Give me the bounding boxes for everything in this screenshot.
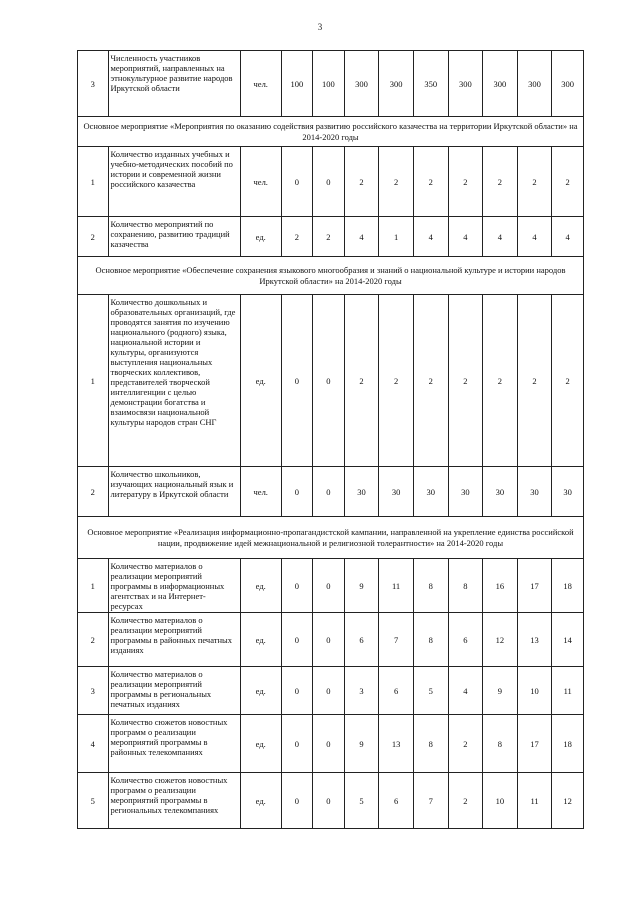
table-row xyxy=(78,217,584,257)
value-cell: 0 xyxy=(281,147,313,217)
value-cell: 8 xyxy=(448,559,483,613)
table-row xyxy=(78,295,584,467)
indicator-name-cell: Количество материалов о реализации мероприятий программы в информационных агентствах и на Интернет-ресурсах xyxy=(108,559,240,613)
value-cell: 2 xyxy=(313,217,345,257)
value-cell: 30 xyxy=(379,467,414,517)
section-title: Основное мероприятие «Обеспечение сохранения языкового многообразия и знаний о национальной культуре и истории народов Иркутской области» на 2014-2020 годы xyxy=(78,257,584,295)
unit-cell: ед. xyxy=(240,773,281,829)
indicator-name-cell: Количество изданных учебных и учебно-методических пособий по истории и современной жизни российского казачества xyxy=(108,147,240,217)
value-cell: 0 xyxy=(313,147,345,217)
unit-cell: ед. xyxy=(240,217,281,257)
indicator-name-cell: Количество сюжетов новостных программ о реализации мероприятий программы в региональных телекомпаниях xyxy=(108,773,240,829)
value-cell: 2 xyxy=(379,295,414,467)
value-cell: 18 xyxy=(552,715,584,773)
value-cell: 30 xyxy=(517,467,552,517)
value-cell: 350 xyxy=(413,51,448,117)
value-cell: 11 xyxy=(552,667,584,715)
value-cell: 8 xyxy=(483,715,518,773)
indicators-table xyxy=(77,50,584,829)
value-cell: 7 xyxy=(379,613,414,667)
table-row xyxy=(78,773,584,829)
value-cell: 4 xyxy=(448,667,483,715)
value-cell: 2 xyxy=(448,773,483,829)
value-cell: 0 xyxy=(281,667,313,715)
value-cell: 4 xyxy=(448,217,483,257)
value-cell: 0 xyxy=(313,613,345,667)
value-cell: 4 xyxy=(413,217,448,257)
value-cell: 6 xyxy=(379,667,414,715)
unit-cell: ед. xyxy=(240,715,281,773)
indicator-name-cell: Количество материалов о реализации мероприятий программы в районных печатных изданиях xyxy=(108,613,240,667)
value-cell: 2 xyxy=(413,295,448,467)
value-cell: 13 xyxy=(517,613,552,667)
section-row xyxy=(78,117,584,147)
value-cell: 13 xyxy=(379,715,414,773)
value-cell: 7 xyxy=(413,773,448,829)
value-cell: 2 xyxy=(448,295,483,467)
value-cell: 0 xyxy=(281,295,313,467)
indicator-name-cell: Количество сюжетов новостных программ о реализации мероприятий программы в районных телекомпаниях xyxy=(108,715,240,773)
table-row xyxy=(78,559,584,613)
row-number-cell: 3 xyxy=(78,667,109,715)
value-cell: 2 xyxy=(344,295,379,467)
value-cell: 3 xyxy=(344,667,379,715)
row-number-cell: 5 xyxy=(78,773,109,829)
value-cell: 4 xyxy=(552,217,584,257)
unit-cell: ед. xyxy=(240,667,281,715)
value-cell: 30 xyxy=(344,467,379,517)
unit-cell: чел. xyxy=(240,467,281,517)
value-cell: 9 xyxy=(344,559,379,613)
row-number-cell: 4 xyxy=(78,715,109,773)
value-cell: 0 xyxy=(313,667,345,715)
value-cell: 18 xyxy=(552,559,584,613)
unit-cell: ед. xyxy=(240,613,281,667)
unit-cell: чел. xyxy=(240,147,281,217)
value-cell: 5 xyxy=(344,773,379,829)
value-cell: 0 xyxy=(281,613,313,667)
value-cell: 0 xyxy=(281,467,313,517)
value-cell: 11 xyxy=(379,559,414,613)
value-cell: 8 xyxy=(413,559,448,613)
value-cell: 30 xyxy=(552,467,584,517)
value-cell: 2 xyxy=(552,295,584,467)
value-cell: 0 xyxy=(281,715,313,773)
value-cell: 2 xyxy=(517,295,552,467)
value-cell: 2 xyxy=(483,295,518,467)
value-cell: 4 xyxy=(483,217,518,257)
row-number-cell: 3 xyxy=(78,51,109,117)
value-cell: 2 xyxy=(483,147,518,217)
unit-cell: чел. xyxy=(240,51,281,117)
value-cell: 300 xyxy=(344,51,379,117)
value-cell: 2 xyxy=(448,147,483,217)
table-row xyxy=(78,51,584,117)
indicator-name-cell: Количество материалов о реализации мероприятий программы в региональных печатных изданиях xyxy=(108,667,240,715)
value-cell: 17 xyxy=(517,559,552,613)
value-cell: 30 xyxy=(448,467,483,517)
table-row xyxy=(78,613,584,667)
value-cell: 0 xyxy=(313,773,345,829)
value-cell: 2 xyxy=(379,147,414,217)
value-cell: 2 xyxy=(413,147,448,217)
value-cell: 100 xyxy=(313,51,345,117)
value-cell: 6 xyxy=(448,613,483,667)
value-cell: 17 xyxy=(517,715,552,773)
value-cell: 1 xyxy=(379,217,414,257)
value-cell: 30 xyxy=(413,467,448,517)
value-cell: 300 xyxy=(483,51,518,117)
table-row xyxy=(78,467,584,517)
value-cell: 16 xyxy=(483,559,518,613)
indicator-name-cell: Количество школьников, изучающих национальный язык и литературу в Иркутской области xyxy=(108,467,240,517)
row-number-cell: 1 xyxy=(78,147,109,217)
value-cell: 300 xyxy=(379,51,414,117)
section-row xyxy=(78,257,584,295)
value-cell: 8 xyxy=(413,715,448,773)
value-cell: 4 xyxy=(344,217,379,257)
value-cell: 0 xyxy=(281,559,313,613)
value-cell: 9 xyxy=(483,667,518,715)
section-title: Основное мероприятие «Реализация информационно-пропагандистской кампании, направленной на укрепление единства российской нации, продвижение идей межнациональной и религиозной толерантности» на 2014-2020 годы xyxy=(78,517,584,559)
value-cell: 2 xyxy=(281,217,313,257)
value-cell: 12 xyxy=(552,773,584,829)
value-cell: 300 xyxy=(517,51,552,117)
value-cell: 11 xyxy=(517,773,552,829)
indicator-name-cell: Количество дошкольных и образовательных организаций, где проводятся занятия по изучению национального (родного) языка, национальной истории и культуры, организуются выступления национальных творческих коллективов, представителей творческой интеллигенции с целью демонстрации богатства и взаимосвязи национальной культуры народов стран СНГ xyxy=(108,295,240,467)
unit-cell: ед. xyxy=(240,559,281,613)
value-cell: 2 xyxy=(517,147,552,217)
row-number-cell: 1 xyxy=(78,559,109,613)
value-cell: 6 xyxy=(344,613,379,667)
value-cell: 10 xyxy=(517,667,552,715)
table-row xyxy=(78,715,584,773)
row-number-cell: 2 xyxy=(78,467,109,517)
indicator-name-cell: Количество мероприятий по сохранению, развитию традиций казачества xyxy=(108,217,240,257)
value-cell: 5 xyxy=(413,667,448,715)
value-cell: 10 xyxy=(483,773,518,829)
value-cell: 30 xyxy=(483,467,518,517)
value-cell: 2 xyxy=(552,147,584,217)
value-cell: 9 xyxy=(344,715,379,773)
table-row xyxy=(78,667,584,715)
unit-cell: ед. xyxy=(240,295,281,467)
value-cell: 8 xyxy=(413,613,448,667)
value-cell: 0 xyxy=(313,467,345,517)
value-cell: 6 xyxy=(379,773,414,829)
value-cell: 2 xyxy=(344,147,379,217)
value-cell: 300 xyxy=(448,51,483,117)
value-cell: 2 xyxy=(448,715,483,773)
value-cell: 14 xyxy=(552,613,584,667)
value-cell: 0 xyxy=(281,773,313,829)
table-row xyxy=(78,147,584,217)
value-cell: 12 xyxy=(483,613,518,667)
indicator-name-cell: Численность участников мероприятий, направленных на этнокультурное развитие народов Иркутской области xyxy=(108,51,240,117)
page-number: 3 xyxy=(317,22,323,32)
value-cell: 100 xyxy=(281,51,313,117)
section-row xyxy=(78,517,584,559)
row-number-cell: 1 xyxy=(78,295,109,467)
row-number-cell: 2 xyxy=(78,613,109,667)
section-title: Основное мероприятие «Мероприятия по оказанию содействия развитию российского казачества на территории Иркутской области» на 2014-2020 годы xyxy=(78,117,584,147)
row-number-cell: 2 xyxy=(78,217,109,257)
value-cell: 0 xyxy=(313,715,345,773)
value-cell: 300 xyxy=(552,51,584,117)
value-cell: 0 xyxy=(313,559,345,613)
value-cell: 4 xyxy=(517,217,552,257)
value-cell: 0 xyxy=(313,295,345,467)
